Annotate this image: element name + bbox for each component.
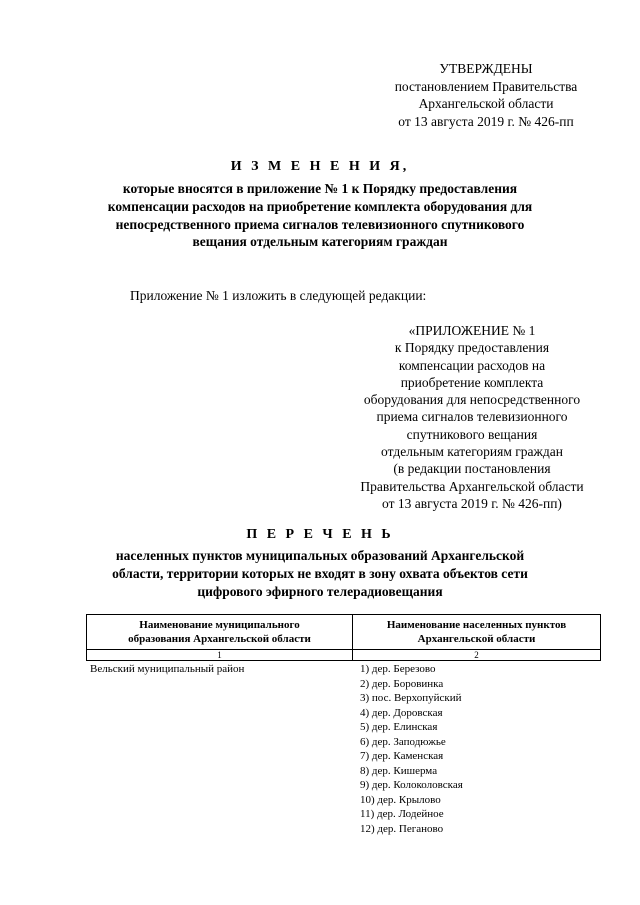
list-item: 3) пос. Верхопуйский (360, 692, 462, 704)
list-item: 6) дер. Заподюжье (360, 735, 446, 748)
appendix-line: приема сигналов телевизионного (376, 409, 568, 425)
list-item: 11) дер. Лодейное (360, 808, 444, 820)
header-line: образования Архангельской области (128, 633, 311, 645)
localities-table (86, 614, 601, 661)
list-subtitle (40, 547, 600, 600)
appendix-line: от 13 августа 2019 г. № 426-пп) (382, 495, 562, 511)
column-number-row (87, 650, 601, 661)
changes-title: И З М Е Н Е Н И Я, (230, 159, 410, 174)
list-item: 7) дер. Каменская (360, 750, 444, 762)
list-subtitle-line: области, территории которых не входят в зону охвата объектов сети (112, 565, 528, 581)
appendix-line: приобретение комплекта (400, 374, 544, 390)
appendix-line: компенсации расходов на (398, 357, 546, 373)
list-item: 2) дер. Боровинка (360, 677, 444, 690)
approval-block (370, 60, 602, 130)
list-item: 1) дер. Березово (360, 663, 436, 675)
list-subtitle-line: населенных пунктов муниципальных образований Архангельской (115, 548, 525, 563)
list-item: 8) дер. Кишерма (360, 764, 438, 777)
approval-line: УТВЕРЖДЕНЫ (439, 61, 533, 76)
changes-subtitle-line: непосредственного приема сигналов телевизионного спутникового (115, 216, 525, 232)
header-line: Наименование муниципального (139, 619, 300, 631)
list-item: 5) дер. Елинская (360, 721, 438, 733)
header-line: Архангельской области (417, 633, 536, 645)
header-municipality (87, 615, 353, 650)
changes-subtitle-line: компенсации расходов на приобретение комплекта оборудования для (107, 198, 533, 214)
table-header-row (87, 615, 601, 650)
appendix-line: «ПРИЛОЖЕНИЕ № 1 (408, 323, 536, 338)
changes-subtitle-line: которые вносятся в приложение № 1 к Порядку предоставления (122, 181, 518, 196)
appendix-line: спутникового вещания (406, 426, 538, 442)
appendix-line: оборудования для непосредственного (363, 392, 581, 408)
list-item: 9) дер. Колоколовская (360, 779, 463, 791)
approval-line: Архангельской области (418, 96, 554, 111)
district-name: Вельский муниципальный район (90, 663, 245, 675)
appendix-block (330, 322, 614, 512)
header-line: Наименование населенных пунктов (386, 619, 567, 631)
approval-line: постановлением Правительства (394, 78, 578, 94)
changes-subtitle-line: вещания отдельным категориям граждан (192, 234, 448, 250)
appendix-line: Правительства Архангельской области (360, 478, 584, 494)
localities-list (360, 662, 463, 836)
list-title: П Е Р Е Ч Е Н Ь (246, 527, 394, 542)
intro-paragraph: Приложение № 1 изложить в следующей редакции: (130, 288, 427, 303)
list-item: 12) дер. Пеганово (360, 822, 444, 835)
list-item: 4) дер. Доровская (360, 706, 443, 719)
appendix-line: к Порядку предоставления (394, 340, 550, 356)
list-item: 10) дер. Крылово (360, 793, 441, 806)
list-subtitle-line: цифрового эфирного телерадиовещания (197, 583, 443, 599)
column-number: 2 (353, 650, 601, 661)
approval-line: от 13 августа 2019 г. № 426-пп (398, 113, 574, 129)
appendix-line: (в редакции постановления (393, 461, 551, 477)
changes-subtitle (40, 180, 600, 251)
column-number: 1 (87, 650, 353, 661)
appendix-line: отдельным категориям граждан (381, 444, 563, 460)
header-localities (353, 615, 601, 650)
